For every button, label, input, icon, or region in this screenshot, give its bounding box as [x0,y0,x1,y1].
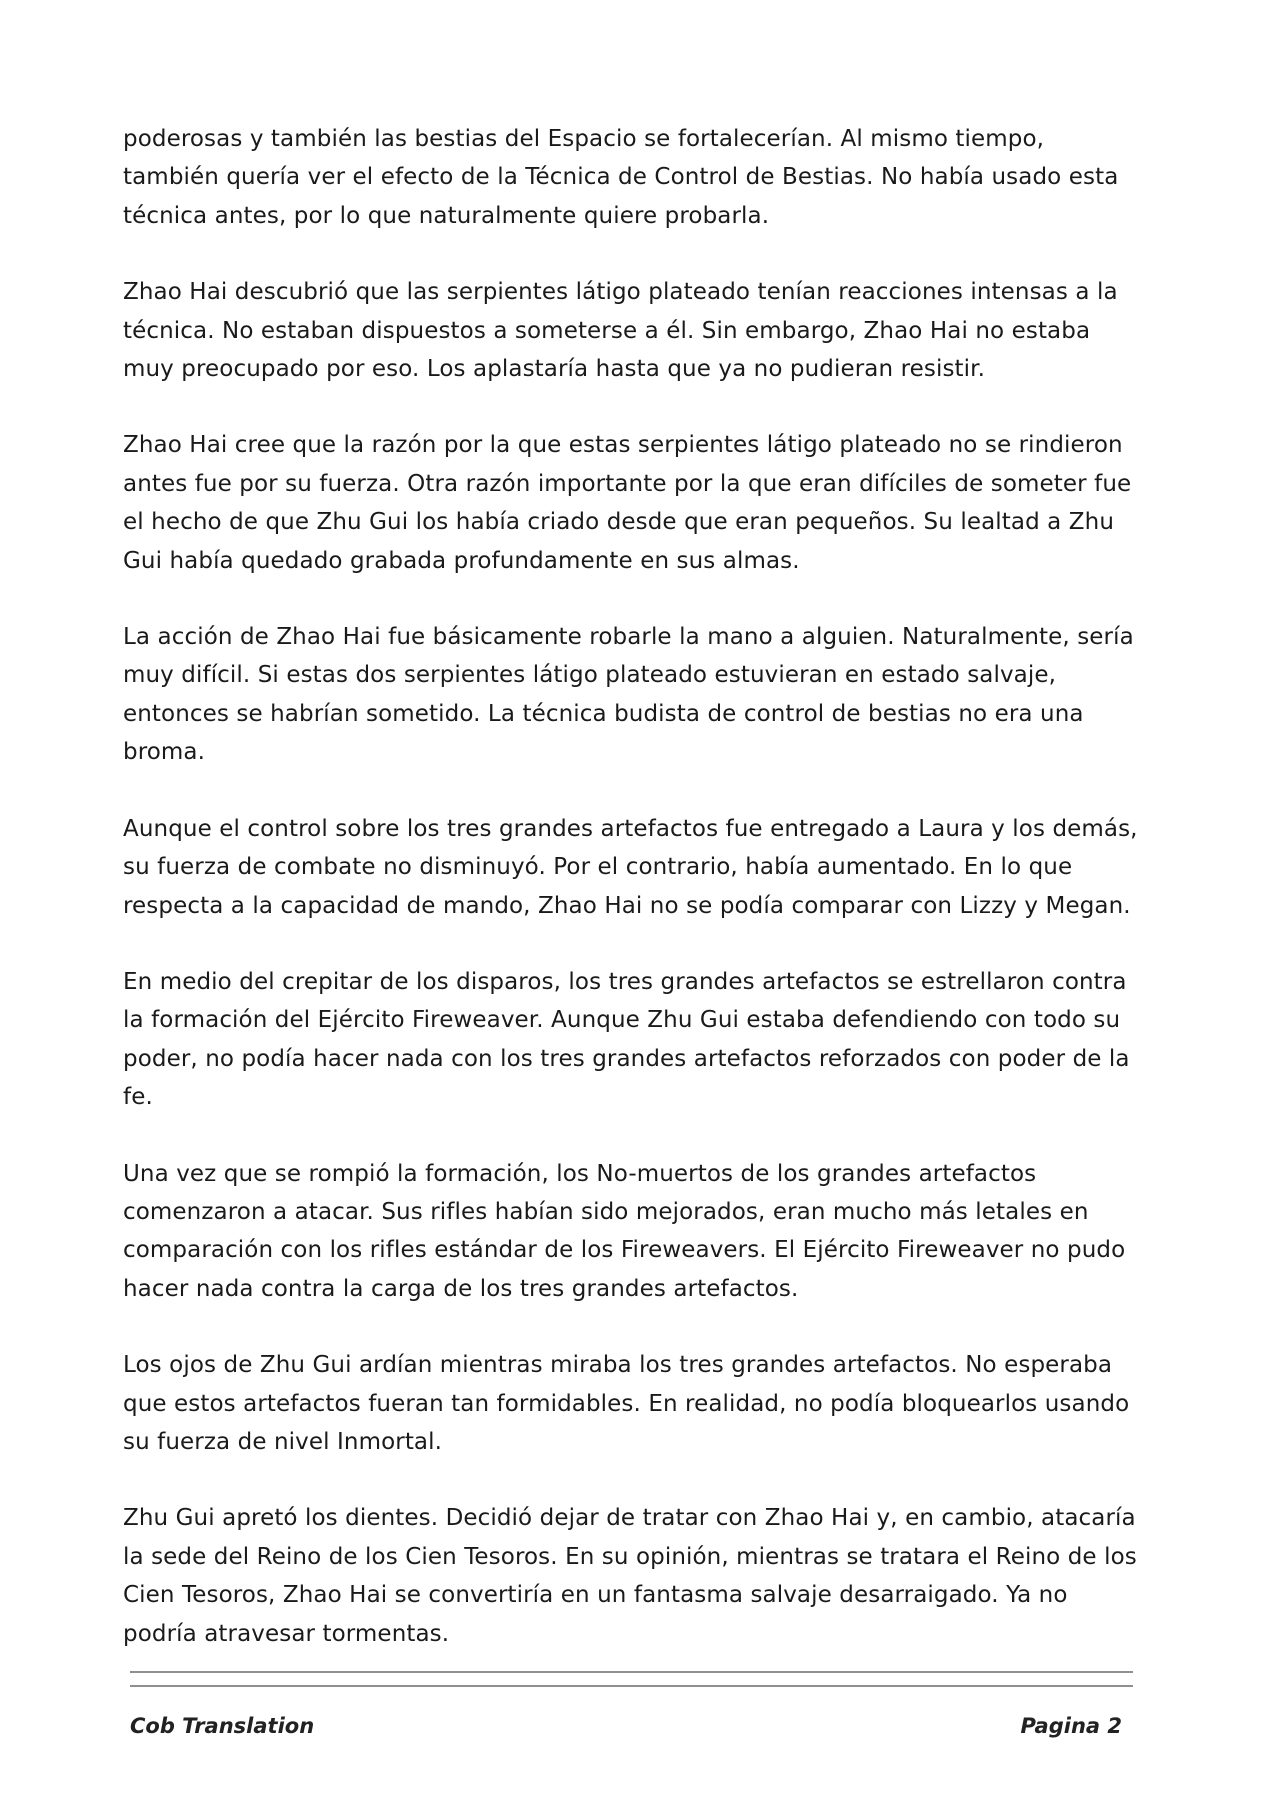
paragraph: Los ojos de Zhu Gui ardían mientras miraba los tres grandes artefactos. No esperaba que estos artefactos fueran tan formidables. En realidad, no podía bloquearlos usando su fuerza de nivel Inmortal. [123,1352,1130,1455]
footer-divider-bottom [130,1685,1133,1687]
body-text [123,120,1143,1691]
paragraph: Aunque el control sobre los tres grandes artefactos fue entregado a Laura y los demás, su fuerza de combate no disminuyó. Por el contrario, había aumentado. En lo que respecta a la capacidad de mando, Zhao Hai no se podía comparar con Lizzy y Megan. [123,815,1138,919]
paragraph: En medio del crepitar de los disparos, los tres grandes artefactos se estrellaron contra la formación del Ejército Fireweaver. Aunque Zhu Gui estaba defendiendo con todo su poder, no podía hacer nada con los tres grandes artefactos reforzados con poder de la fe. [123,968,1130,1111]
paragraph: La acción de Zhao Hai fue básicamente robarle la mano a alguien. Naturalmente, sería muy difícil. Si estas dos serpientes látigo plateado estuvieran en estado salvaje, entonces se habrían sometido. La técnica budista de control de bestias no era una broma. [123,624,1134,766]
paragraph: Una vez que se rompió la formación, los No-muertos de los grandes artefactos comenzaron a atacar. Sus rifles habían sido mejorados, eran mucho más letales en comparación con los rifles estándar de los Fireweavers. El Ejército Fireweaver no pudo hacer nada contra la carga de los tres grandes artefactos. [123,1160,1126,1302]
footer-page-number: Pagina 2 [1020,1714,1122,1738]
footer-translator-name: Cob Translation [130,1714,315,1738]
paragraph: Zhu Gui apretó los dientes. Decidió dejar de tratar con Zhao Hai y, en cambio, atacaría la sede del Reino de los Cien Tesoros. En su opinión, mientras se tratara el Reino de los Cien Tesoros, Zhao Hai se convertiría en un fantasma salvaje desarraigado. Ya no podría atravesar tormentas. [123,1505,1137,1647]
footer-divider-top [130,1671,1133,1673]
paragraph: Zhao Hai descubrió que las serpientes látigo plateado tenían reacciones intensas a la técnica. No estaban dispuestos a someterse a él. Sin embargo, Zhao Hai no estaba muy preocupado por eso. Los aplastaría hasta que ya no pudieran resistir. [123,279,1118,383]
paragraph: poderosas y también las bestias del Espacio se fortalecerían. Al mismo tiempo, también quería ver el efecto de la Técnica de Control de Bestias. No había usado esta técnica antes, por lo que naturalmente quiere probarla. [123,126,1119,229]
paragraph: Zhao Hai cree que la razón por la que estas serpientes látigo plateado no se rindieron antes fue por su fuerza. Otra razón importante por la que eran difíciles de someter fue el hecho de que Zhu Gui los había criado desde que eran pequeños. Su lealtad a Zhu Gui había quedado grabada profundamente en sus almas. [123,432,1132,574]
